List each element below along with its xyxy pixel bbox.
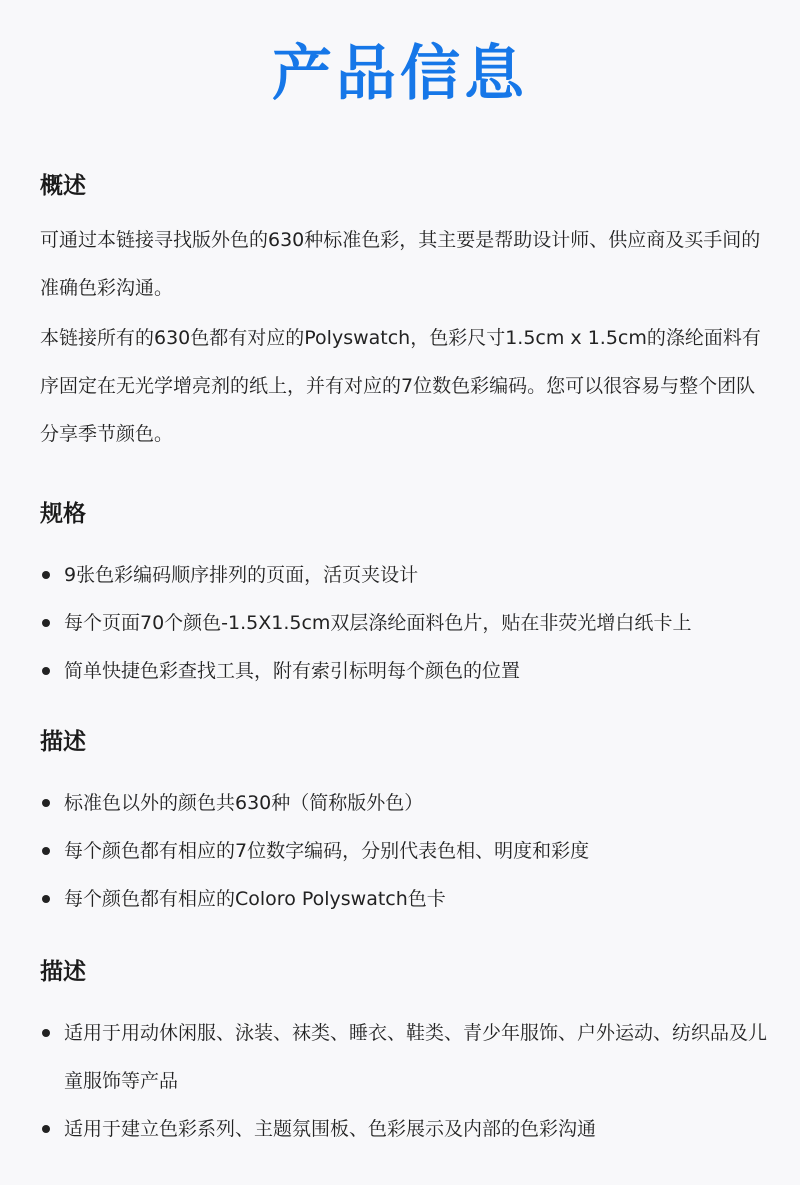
specs-list xyxy=(40,551,780,695)
usage-heading: 描述 xyxy=(40,959,86,985)
list-item-text: 标准色以外的颜色共630种（简称版外色） xyxy=(64,792,424,814)
bullet-icon xyxy=(42,667,50,675)
list-item xyxy=(40,1009,780,1105)
description-list xyxy=(40,779,780,923)
specs-heading: 规格 xyxy=(40,501,86,527)
list-item-text: 适用于用动休闲服、泳装、袜类、睡衣、鞋类、青少年服饰、户外运动、纺织品及儿童服饰等产品 xyxy=(64,1022,768,1092)
list-item xyxy=(40,1105,780,1153)
list-item xyxy=(40,875,780,923)
list-item-text: 适用于建立色彩系列、主题氛围板、色彩展示及内部的色彩沟通 xyxy=(64,1118,597,1140)
overview-paragraph-1: 可通过本链接寻找版外色的630种标准色彩，其主要是帮助设计师、供应商及买手间的准确色彩沟通。 xyxy=(40,229,761,299)
usage-list xyxy=(40,1009,780,1153)
list-item xyxy=(40,779,780,827)
list-item xyxy=(40,551,780,599)
bullet-icon xyxy=(42,571,50,579)
overview-paragraph-2: 本链接所有的630色都有对应的Polyswatch，色彩尺寸1.5cm x 1.5cm的涤纶面料有序固定在无光学增亮剂的纸上，并有对应的7位数色彩编码。您可以很容易与整个团队分享季节颜色。 xyxy=(40,327,761,445)
bullet-icon xyxy=(42,847,50,855)
bullet-icon xyxy=(42,799,50,807)
list-item-text: 每个页面70个颜色-1.5X1.5cm双层涤纶面料色片，贴在非荧光增白纸卡上 xyxy=(64,612,692,634)
overview-heading: 概述 xyxy=(40,173,86,199)
list-item-text: 每个颜色都有相应的Coloro Polyswatch色卡 xyxy=(64,888,446,910)
bullet-icon xyxy=(42,1029,50,1037)
list-item xyxy=(40,647,780,695)
bullet-icon xyxy=(42,895,50,903)
list-item xyxy=(40,599,780,647)
list-item-text: 9张色彩编码顺序排列的页面，活页夹设计 xyxy=(64,564,419,586)
page-title: 产品信息 xyxy=(272,39,528,109)
list-item-text: 简单快捷色彩查找工具，附有索引标明每个颜色的位置 xyxy=(64,660,521,682)
list-item-text: 每个颜色都有相应的7位数字编码，分别代表色相、明度和彩度 xyxy=(64,840,590,862)
list-item xyxy=(40,827,780,875)
bullet-icon xyxy=(42,619,50,627)
description-heading: 描述 xyxy=(40,729,86,755)
bullet-icon xyxy=(42,1125,50,1133)
